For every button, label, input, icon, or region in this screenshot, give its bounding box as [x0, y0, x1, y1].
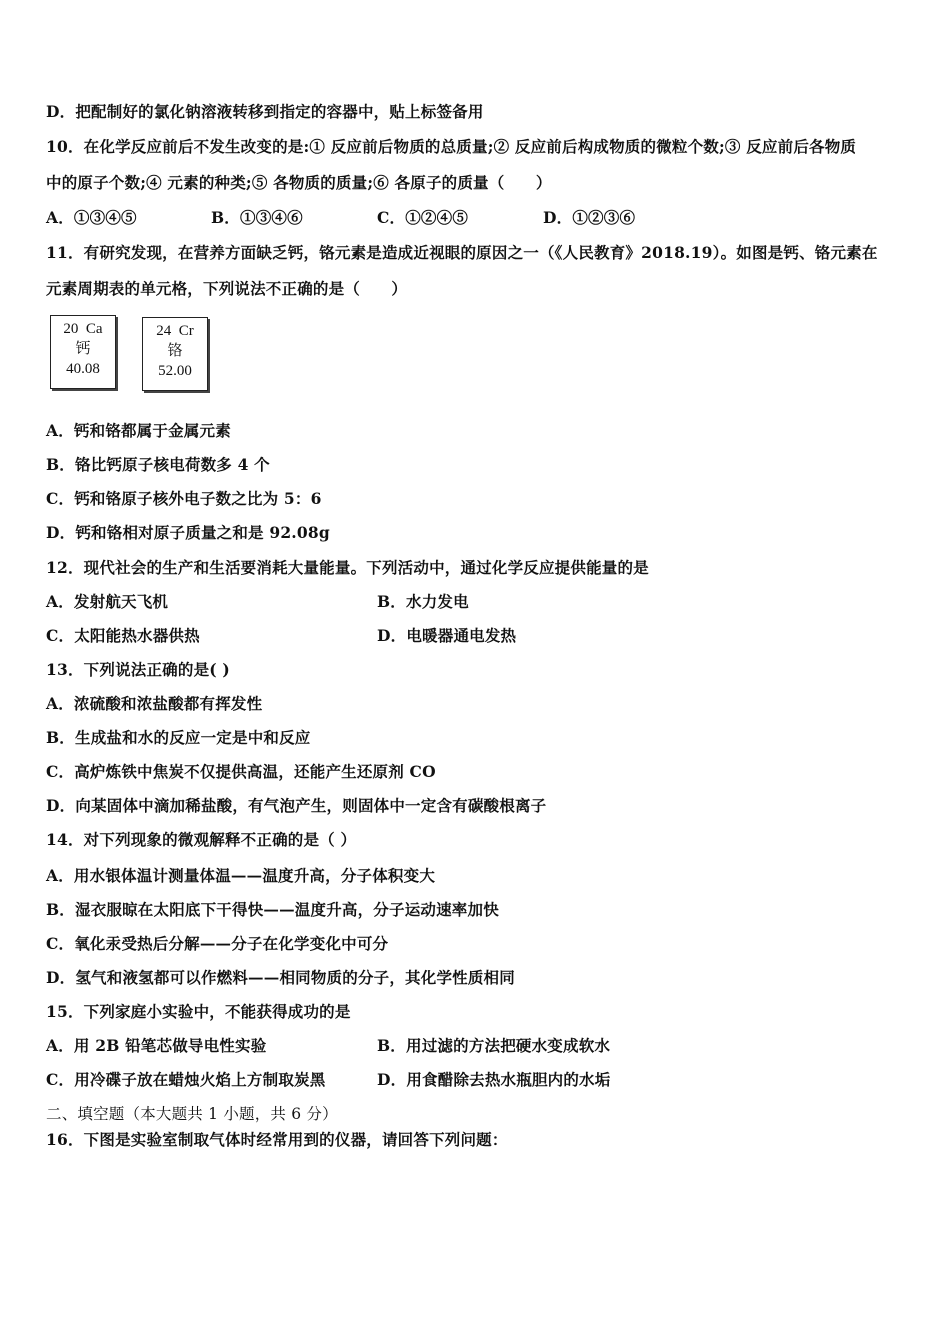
- q13-option-b: B．生成盐和水的反应一定是中和反应: [46, 728, 311, 747]
- q14-option-c: C．氧化汞受热后分解——分子在化学变化中可分: [46, 934, 389, 953]
- q10-stem-line2: 中的原子个数;④ 元素的种类;⑤ 各物质的质量;⑥ 各原子的质量（ ）: [46, 173, 552, 192]
- element-mass: 52.00: [158, 363, 192, 379]
- q15-option-a: A．用 2B 铅笔芯做导电性实验: [46, 1036, 267, 1055]
- q14-option-d: D．氢气和液氢都可以作燃料——相同物质的分子，其化学性质相同: [46, 968, 515, 987]
- element-cell-chromium: [142, 317, 208, 391]
- q15-stem: 15．下列家庭小实验中，不能获得成功的是: [46, 1002, 351, 1021]
- q15-option-b: B．用过滤的方法把硬水变成软水: [377, 1036, 611, 1055]
- q11-stem-line1: 11．有研究发现，在营养方面缺乏钙，铬元素是造成近视眼的原因之一（《人民教育》2018.19）。如图是钙、铬元素在: [46, 243, 878, 262]
- element-number-symbol: 20 Ca: [63, 321, 103, 337]
- element-name: 钙: [75, 341, 91, 357]
- q12-option-d: D．电暖器通电发热: [377, 626, 517, 645]
- element-name: 铬: [167, 343, 183, 359]
- section-heading-fill-in: 二、填空题（本大题共 1 小题，共 6 分）: [46, 1105, 338, 1123]
- q13-option-d: D．向某固体中滴加稀盐酸，有气泡产生，则固体中一定含有碳酸根离子: [46, 796, 547, 815]
- q10-option-a: A．①③④⑤: [46, 208, 137, 227]
- q11-option-d: D．钙和铬相对原子质量之和是 92.08g: [46, 523, 330, 542]
- q12-option-b: B．水力发电: [377, 592, 469, 611]
- q9-option-d: D．把配制好的氯化钠溶液转移到指定的容器中，贴上标签备用: [46, 102, 484, 121]
- q13-option-a: A．浓硫酸和浓盐酸都有挥发性: [46, 694, 263, 713]
- q10-option-c: C．①②④⑤: [377, 208, 469, 227]
- q15-option-c: C．用冷碟子放在蜡烛火焰上方制取炭黑: [46, 1070, 326, 1089]
- q14-option-b: B．湿衣服晾在太阳底下干得快——温度升高，分子运动速率加快: [46, 900, 499, 919]
- q10-option-d: D．①②③⑥: [543, 208, 636, 227]
- q14-stem: 14．对下列现象的微观解释不正确的是（ ）: [46, 830, 357, 849]
- q10-stem-line1: 10．在化学反应前后不发生改变的是:① 反应前后物质的总质量;② 反应前后构成物质的微粒个数;③ 反应前后各物质: [46, 137, 857, 156]
- q12-stem: 12．现代社会的生产和生活要消耗大量能量。下列活动中，通过化学反应提供能量的是: [46, 558, 649, 577]
- q15-option-d: D．用食醋除去热水瓶胆内的水垢: [377, 1070, 611, 1089]
- q11-option-a: A．钙和铬都属于金属元素: [46, 421, 231, 440]
- q13-option-c: C．高炉炼铁中焦炭不仅提供高温，还能产生还原剂 CO: [46, 762, 436, 781]
- element-number-symbol: 24 Cr: [156, 323, 194, 339]
- q11-stem-line2: 元素周期表的单元格，下列说法不正确的是（ ）: [46, 279, 408, 298]
- q11-option-c: C．钙和铬原子核外电子数之比为 5：6: [46, 489, 322, 508]
- q12-option-c: C．太阳能热水器供热: [46, 626, 200, 645]
- element-cell-calcium: [50, 315, 116, 389]
- element-mass: 40.08: [66, 361, 100, 377]
- q14-option-a: A．用水银体温计测量体温——温度升高，分子体积变大: [46, 866, 436, 885]
- q16-stem: 16．下图是实验室制取气体时经常用到的仪器，请回答下列问题：: [46, 1130, 508, 1149]
- q12-option-a: A．发射航天飞机: [46, 592, 169, 611]
- q11-option-b: B．铬比钙原子核电荷数多 4 个: [46, 455, 270, 474]
- q10-option-b: B．①③④⑥: [211, 208, 303, 227]
- q13-stem: 13．下列说法正确的是( ): [46, 660, 230, 679]
